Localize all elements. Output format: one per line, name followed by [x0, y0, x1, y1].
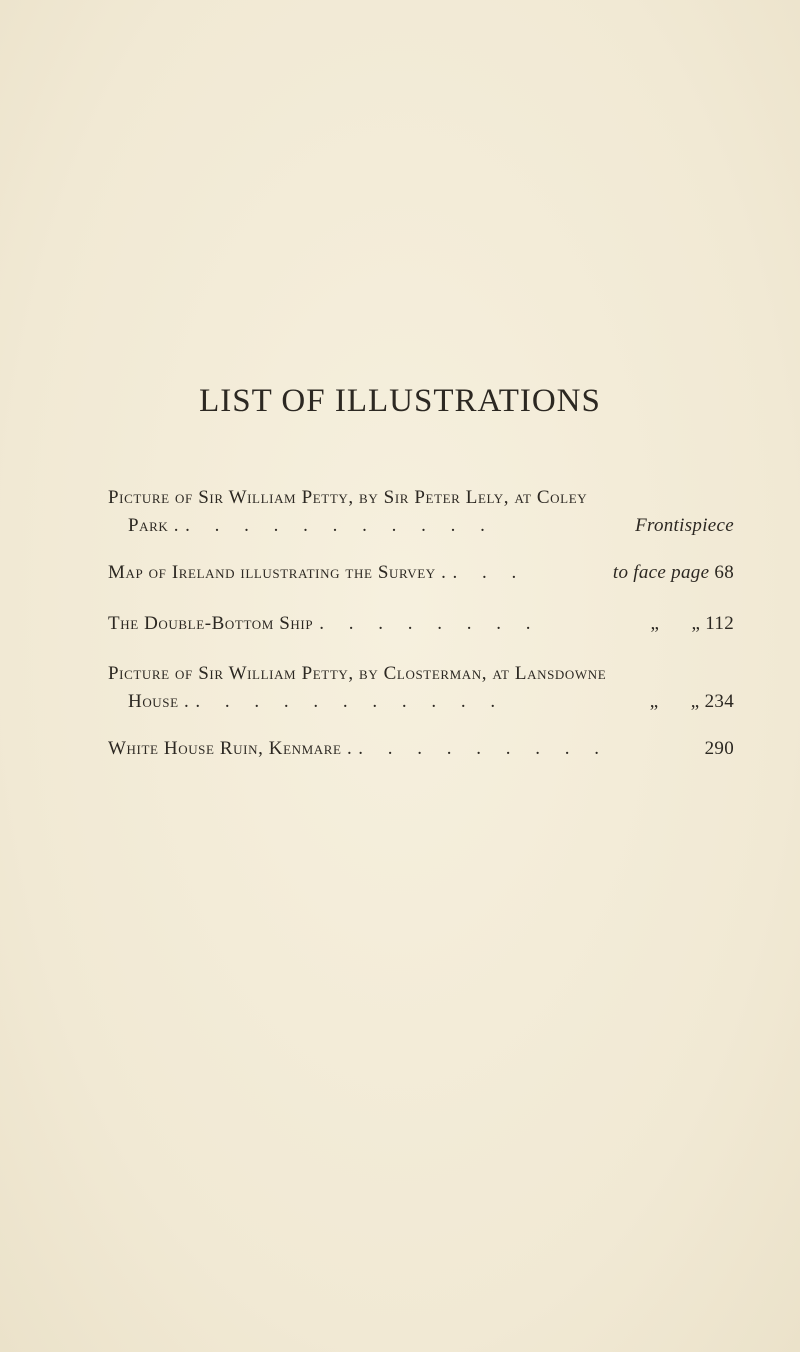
entry-caption-line	[108, 688, 734, 716]
entry-page-reference	[622, 688, 734, 716]
entry-caption: Map of Ireland illustrating the Survey .	[108, 562, 447, 583]
page-number: 112	[705, 613, 734, 634]
entry-page-reference	[613, 559, 734, 587]
leader-dots: . . . . . . . .	[319, 613, 541, 634]
leader-dots: . . . . . . . . . . .	[195, 691, 506, 712]
entry-page-reference	[623, 610, 734, 638]
entry-caption-line	[108, 484, 734, 512]
entry-caption: The Double-Bottom Ship	[108, 613, 314, 634]
illustration-entry-ship	[108, 610, 734, 638]
page-number: 68	[714, 562, 734, 583]
page-number: 290	[704, 738, 734, 759]
leader-dots: . . .	[452, 562, 527, 583]
face-page-label: to face page	[612, 562, 710, 583]
ditto-mark: „	[690, 691, 700, 712]
page-title: LIST OF ILLUSTRATIONS	[199, 383, 601, 419]
illustration-entry-white-house	[108, 735, 734, 763]
entry-caption-continuation: Park .	[128, 515, 180, 536]
entry-caption-line	[108, 735, 734, 763]
illustration-entry-frontispiece	[108, 484, 734, 540]
ditto-mark: „	[691, 613, 701, 634]
leader-dots: . . . . . . . . . . .	[185, 515, 495, 536]
entry-caption: Picture of Sir William Petty, by Sir Peter Lely, at Coley	[108, 487, 588, 508]
entry-caption-continuation: House .	[128, 691, 190, 712]
entry-page-reference	[705, 735, 734, 763]
entry-caption: Picture of Sir William Petty, by Closterman, at Lansdowne	[108, 663, 607, 684]
page-number: 234	[704, 691, 734, 712]
entry-caption-line	[108, 660, 734, 688]
entry-page-reference: Frontispiece	[635, 515, 734, 536]
entry-caption: White House Ruin, Kenmare .	[108, 738, 353, 759]
illustration-entry-closterman	[108, 660, 734, 716]
ditto-mark: „	[650, 613, 660, 634]
entry-caption-line	[108, 512, 734, 540]
entry-caption-line	[108, 610, 734, 638]
leader-dots: . . . . . . . . .	[358, 738, 610, 759]
entry-caption-line	[108, 559, 734, 587]
illustration-entry-map	[108, 559, 734, 587]
ditto-mark: „	[649, 691, 659, 712]
